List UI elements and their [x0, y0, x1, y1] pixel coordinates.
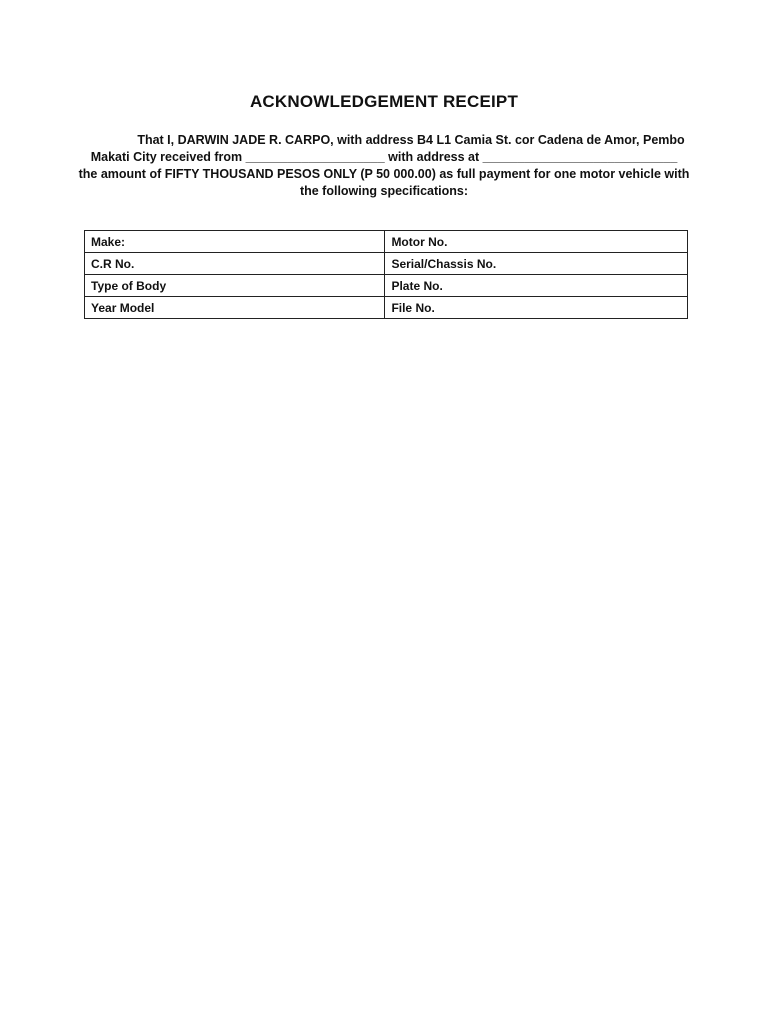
table-row [85, 253, 688, 275]
spec-label-cr-no: C.R No. [85, 253, 385, 275]
spec-label-type-of-body: Type of Body [85, 275, 385, 297]
spec-label-motor-no: Motor No. [385, 231, 688, 253]
paragraph-line: That I, DARWIN JADE R. CARPO, with address B4 L1 Camia St. cor Cadena de Amor, Pembo [137, 133, 685, 147]
paragraph-line: Makati City received from ____________________ with address at ____________________________ [90, 150, 678, 164]
spec-label-file-no: File No. [385, 297, 688, 319]
receipt-paragraph [76, 132, 692, 200]
paragraph-line: the amount of FIFTY THOUSAND PESOS ONLY (P 50 000.00) as full payment for one motor vehicle with [78, 167, 690, 181]
paragraph-line: the following specifications: [299, 184, 469, 198]
spec-label-plate-no: Plate No. [385, 275, 688, 297]
spec-label-serial-chassis-no: Serial/Chassis No. [385, 253, 688, 275]
table-row [85, 231, 688, 253]
vehicle-specifications-table [84, 230, 688, 319]
table-row [85, 275, 688, 297]
document-title: ACKNOWLEDGEMENT RECEIPT [249, 92, 519, 111]
table-row [85, 297, 688, 319]
spec-label-make: Make: [85, 231, 385, 253]
spec-label-year-model: Year Model [85, 297, 385, 319]
